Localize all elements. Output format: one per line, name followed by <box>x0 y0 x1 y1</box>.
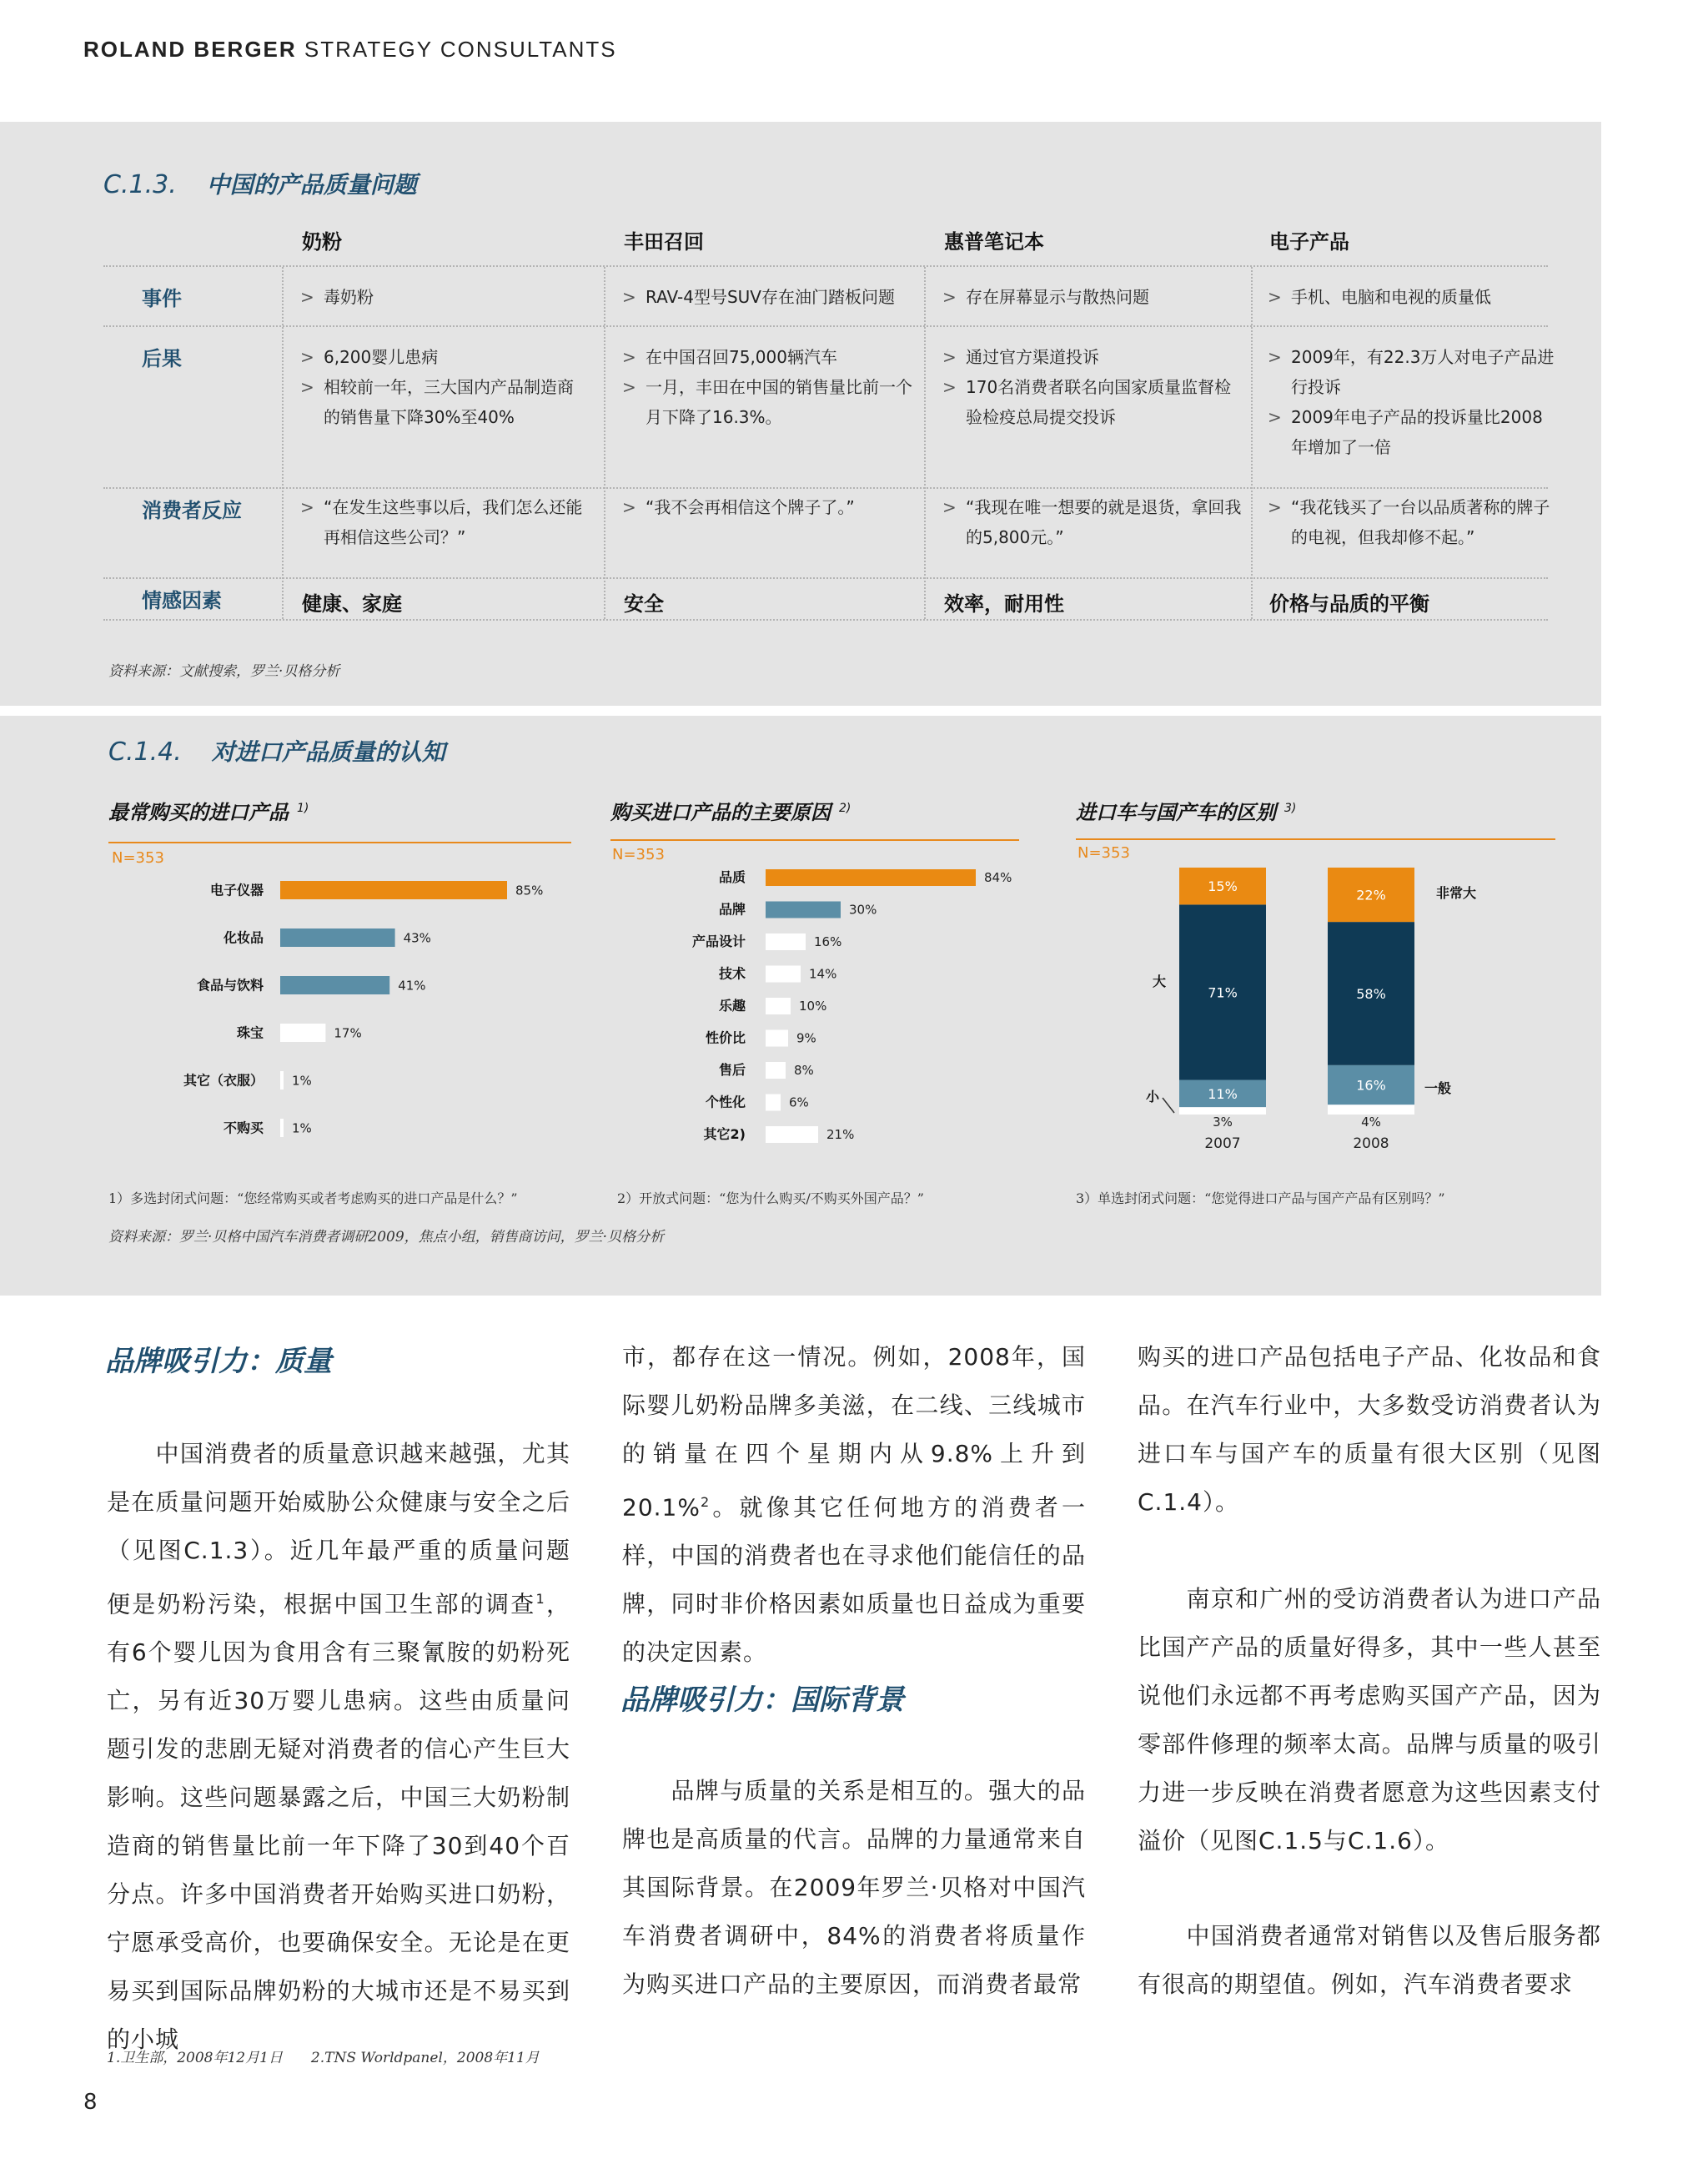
paragraph-text: ，有6个婴儿因为食用含有三聚氰胺的奶粉死亡，另有近30万婴儿患病。这些由质量问题引发的悲剧无疑对消费者的信心产生巨大影响。这些问题暴露之后，中国三大奶粉制造商的销售量比前一年下降了30到40个百分点。许多中国消费者开始购买进口奶粉，宁愿承受高价，也要确保安全。无论是在更易买到国际品牌奶粉的大城市还是不易买到的小城 <box>107 1590 570 2054</box>
bar <box>766 902 841 918</box>
data-label: 11% <box>1208 1085 1238 1102</box>
chart1-rule <box>108 842 571 843</box>
table-column-divider <box>604 267 605 619</box>
category-label: 乐趣 <box>718 998 746 1014</box>
brand-tagline: STRATEGY CONSULTANTS <box>304 37 617 62</box>
chart3-footnote: 3）单选封闭式问题：“您觉得进口产品与国产产品有区别吗？” <box>1076 1190 1445 1206</box>
col-head-electronics: 电子产品 <box>1269 230 1349 254</box>
table-column-divider <box>924 267 926 619</box>
cell-item: > 存在屏幕显示与散热问题 <box>942 282 1238 312</box>
figure-number: C.1.4. <box>108 737 182 767</box>
table-divider <box>103 265 1548 267</box>
cell-item: > 在中国召回75,000辆汽车 <box>622 342 918 372</box>
data-label: 3% <box>1213 1115 1233 1130</box>
data-label: 15% <box>1208 878 1238 895</box>
table-divider <box>103 619 1548 621</box>
figure-c14-title <box>108 734 445 767</box>
category-label: 其它（衣服） <box>183 1072 264 1089</box>
data-label: 43% <box>403 930 431 946</box>
paragraph-text: 中国消费者的质量意识越来越强，尤其是在质量问题开始威胁公众健康与安全之后（见图C.1.3）。近几年最严重的质量问题便是奶粉污染，根据中国卫生部的调查 <box>107 1440 570 1618</box>
cell-item: > 一月，丰田在中国的销售量比前一个月下降了16.3%。 <box>622 372 918 432</box>
category-label: 个性化 <box>705 1094 746 1110</box>
bar <box>766 1062 786 1079</box>
chart3-stacked-bar-chart <box>1076 859 1568 1160</box>
category-label: 品质 <box>718 869 746 885</box>
brand-name: ROLAND BERGER <box>83 37 297 62</box>
figure-c14-source: 资料来源：罗兰·贝格中国汽车消费者调研2009，焦点小组，销售商访问，罗兰·贝格分析 <box>108 1229 665 1246</box>
chart1-n-label: N=353 <box>112 849 164 867</box>
chart2-title-text: 购买进口产品的主要原因 <box>610 801 831 824</box>
category-label: 不购买 <box>223 1120 264 1136</box>
paragraph-text: 。就像其它任何地方的消费者一样，中国的消费者也在寻求他们能信任的品牌，同时非价格因素如质量也日益成为重要的决定因素。 <box>622 1493 1086 1667</box>
table-cell <box>1268 282 1551 312</box>
cell-item: > 170名消费者联名向国家质量监督检验检疫总局提交投诉 <box>942 372 1243 432</box>
category-label: 食品与饮料 <box>196 977 264 994</box>
cell-item: > “在发生这些事以后，我们怎么还能再相信这些公司？” <box>300 492 588 552</box>
cell-item: > 通过官方渠道投诉 <box>942 342 1243 372</box>
emotion-toyota: 安全 <box>624 592 664 616</box>
table-cell <box>300 342 588 432</box>
figure-c13-title <box>103 167 417 200</box>
cell-item: > 6,200婴儿患病 <box>300 342 588 372</box>
chart3-title <box>1076 796 1296 825</box>
bar <box>766 998 791 1014</box>
emotion-milk: 健康、家庭 <box>302 592 402 616</box>
section-heading-international: 品牌吸引力：国际背景 <box>620 1683 904 1717</box>
data-label: 1% <box>292 1120 312 1136</box>
data-label: 16% <box>814 934 842 949</box>
bar <box>766 869 976 886</box>
data-label: 84% <box>984 870 1012 885</box>
data-label: 21% <box>826 1127 855 1142</box>
body-column-3c: 中国消费者通常对销售以及售后服务都有很高的期望值。例如，汽车消费者要求 <box>1138 1922 1601 1998</box>
category-label: 售后 <box>718 1062 746 1078</box>
chart2-rule <box>610 839 1019 841</box>
category-label: 产品设计 <box>691 933 746 949</box>
bar <box>766 933 806 950</box>
figure-title-text: 中国的产品质量问题 <box>206 171 417 199</box>
leader-line <box>1163 1098 1174 1113</box>
data-label: 9% <box>796 1030 816 1046</box>
figure-number: C.1.3. <box>103 170 177 199</box>
table-cell <box>300 282 584 312</box>
table-cell <box>942 342 1243 432</box>
bar <box>766 1126 818 1143</box>
category-label: 化妆品 <box>223 929 264 946</box>
x-tick-label: 2008 <box>1353 1135 1389 1152</box>
table-column-divider <box>1251 267 1253 619</box>
bar <box>280 1024 325 1042</box>
category-label: 电子仪器 <box>209 882 264 898</box>
table-cell <box>1268 492 1555 552</box>
row-label-emotion: 情感因素 <box>142 589 222 612</box>
bar <box>766 966 801 983</box>
page-number: 8 <box>83 2090 98 2115</box>
body-column-1 <box>107 1430 570 2064</box>
chart2-title-note: 2) <box>839 802 851 815</box>
table-column-divider <box>282 267 284 619</box>
stacked-bar-segment <box>1179 1107 1266 1115</box>
row-label-reaction: 消费者反应 <box>142 499 242 522</box>
data-label: 85% <box>515 883 544 898</box>
figure-title-text: 对进口产品质量的认知 <box>211 738 445 766</box>
cell-item: > 毒奶粉 <box>300 282 584 312</box>
body-column-2b: 品牌与质量的关系是相互的。强大的品牌也是高质量的代言。品牌的力量通常来自其国际背景。在2009年罗兰·贝格对中国汽车消费者调研中，84%的消费者将质量作为购买进口产品的主要原因，而消费者最常 <box>622 1777 1086 1998</box>
bar <box>280 881 507 899</box>
data-label: 41% <box>398 978 426 994</box>
cell-item: > 相较前一年，三大国内产品制造商的销售量下降30%至40% <box>300 372 588 432</box>
category-label: 性价比 <box>705 1029 746 1046</box>
chart1-title-text: 最常购买的进口产品 <box>108 801 289 824</box>
bar <box>766 1095 781 1111</box>
data-label: 10% <box>799 999 827 1014</box>
body-column-2a <box>622 1333 1086 1677</box>
stacked-bar-segment <box>1328 1105 1414 1115</box>
data-label: 71% <box>1208 984 1238 1001</box>
table-cell <box>942 492 1243 552</box>
page-footnotes: 1.卫生部，2008年12月1日 2.TNS Worldpanel，2008年11月 <box>107 2050 540 2066</box>
chart2-title <box>610 796 851 825</box>
chart3-title-text: 进口车与国产车的区别 <box>1076 801 1276 824</box>
chart2-bar-chart <box>610 864 1027 1156</box>
chart1-bar-chart <box>108 868 575 1143</box>
emotion-electronics: 价格与品质的平衡 <box>1269 592 1429 616</box>
series-label-large: 大 <box>1153 974 1167 989</box>
bar <box>280 1119 284 1137</box>
bar <box>280 976 389 994</box>
x-tick-label: 2007 <box>1204 1135 1241 1152</box>
figure-c13-source: 资料来源：文献搜索，罗兰·贝格分析 <box>108 663 340 680</box>
chart3-title-note: 3) <box>1284 802 1297 815</box>
cell-item: > RAV-4型号SUV存在油门踏板问题 <box>622 282 914 312</box>
cell-item: > 2009年，有22.3万人对电子产品进行投诉 <box>1268 342 1555 402</box>
chart1-title-note: 1) <box>297 802 309 815</box>
body-column-3a: 购买的进口产品包括电子产品、化妆品和食品。在汽车行业中，大多数受访消费者认为进口车与国产车的质量有很大区别（见图C.1.4）。 <box>1138 1343 1601 1516</box>
data-label: 22% <box>1356 887 1386 903</box>
chart2-n-label: N=353 <box>612 846 665 863</box>
bar <box>280 1071 284 1090</box>
series-label-small: 小 <box>1146 1089 1160 1105</box>
chart3-n-label: N=353 <box>1078 844 1130 862</box>
paragraph-text: 市，都存在这一情况。例如，2008年，国际婴儿奶粉品牌多美滋，在二线、三线城市的销量在四个星期内从9.8%上升到20.1% <box>622 1343 1086 1522</box>
row-label-event: 事件 <box>142 287 182 310</box>
bar <box>766 1030 788 1047</box>
col-head-toyota: 丰田召回 <box>624 230 704 254</box>
series-label-very-large: 非常大 <box>1436 885 1477 901</box>
series-label-moderate: 一般 <box>1424 1080 1452 1096</box>
cell-item: > “我花钱买了一台以品质著称的牌子的电视，但我却修不起。” <box>1268 492 1555 552</box>
cell-item: > 2009年电子产品的投诉量比2008年增加了一倍 <box>1268 402 1555 462</box>
table-cell <box>622 342 918 432</box>
chart1-title <box>108 796 309 825</box>
table-cell <box>622 282 914 312</box>
data-label: 1% <box>292 1073 312 1089</box>
chart3-rule <box>1076 838 1555 840</box>
emotion-hp: 效率，耐用性 <box>944 592 1064 616</box>
table-cell <box>1268 342 1555 462</box>
table-divider <box>103 487 1548 489</box>
table-cell <box>622 492 918 522</box>
table-divider <box>103 325 1548 327</box>
category-label: 其它2) <box>703 1126 746 1142</box>
bar <box>280 928 395 947</box>
table-cell <box>300 492 588 552</box>
section-heading-quality: 品牌吸引力：质量 <box>105 1345 332 1378</box>
data-label: 30% <box>849 902 877 918</box>
category-label: 珠宝 <box>236 1024 264 1041</box>
col-head-hp: 惠普笔记本 <box>944 230 1044 254</box>
data-label: 4% <box>1361 1115 1381 1130</box>
data-label: 58% <box>1356 985 1386 1002</box>
body-column-3b: 南京和广州的受访消费者认为进口产品比国产产品的质量好得多，其中一些人甚至说他们永远都不再考虑购买国产产品，因为零部件修理的频率太高。品牌与质量的吸引力进一步反映在消费者愿意为这些因素支付溢价（见图C.1.5与C.1.6）。 <box>1138 1585 1601 1854</box>
data-label: 16% <box>1356 1077 1386 1094</box>
cell-item: > “我不会再相信这个牌子了。” <box>622 492 918 522</box>
footnote-ref: 1 <box>535 1591 545 1607</box>
category-label: 品牌 <box>718 901 746 918</box>
data-label: 14% <box>809 966 837 982</box>
data-label: 17% <box>334 1025 362 1041</box>
col-head-milk: 奶粉 <box>302 230 342 254</box>
chart2-footnote: 2）开放式问题：“您为什么购买/不购买外国产品？” <box>617 1190 924 1206</box>
table-cell <box>942 282 1238 312</box>
footnote-ref: 2 <box>700 1494 711 1510</box>
cell-item: > 手机、电脑和电视的质量低 <box>1268 282 1551 312</box>
chart1-footnote: 1）多选封闭式问题：“您经常购买或者考虑购买的进口产品是什么？” <box>108 1190 518 1206</box>
cell-item: > “我现在唯一想要的就是退货，拿回我的5,800元。” <box>942 492 1243 552</box>
table-divider <box>103 577 1548 579</box>
row-label-consequence: 后果 <box>142 347 182 370</box>
category-label: 技术 <box>718 965 746 982</box>
data-label: 6% <box>789 1095 809 1110</box>
brand-header <box>83 37 617 63</box>
data-label: 8% <box>794 1063 814 1078</box>
